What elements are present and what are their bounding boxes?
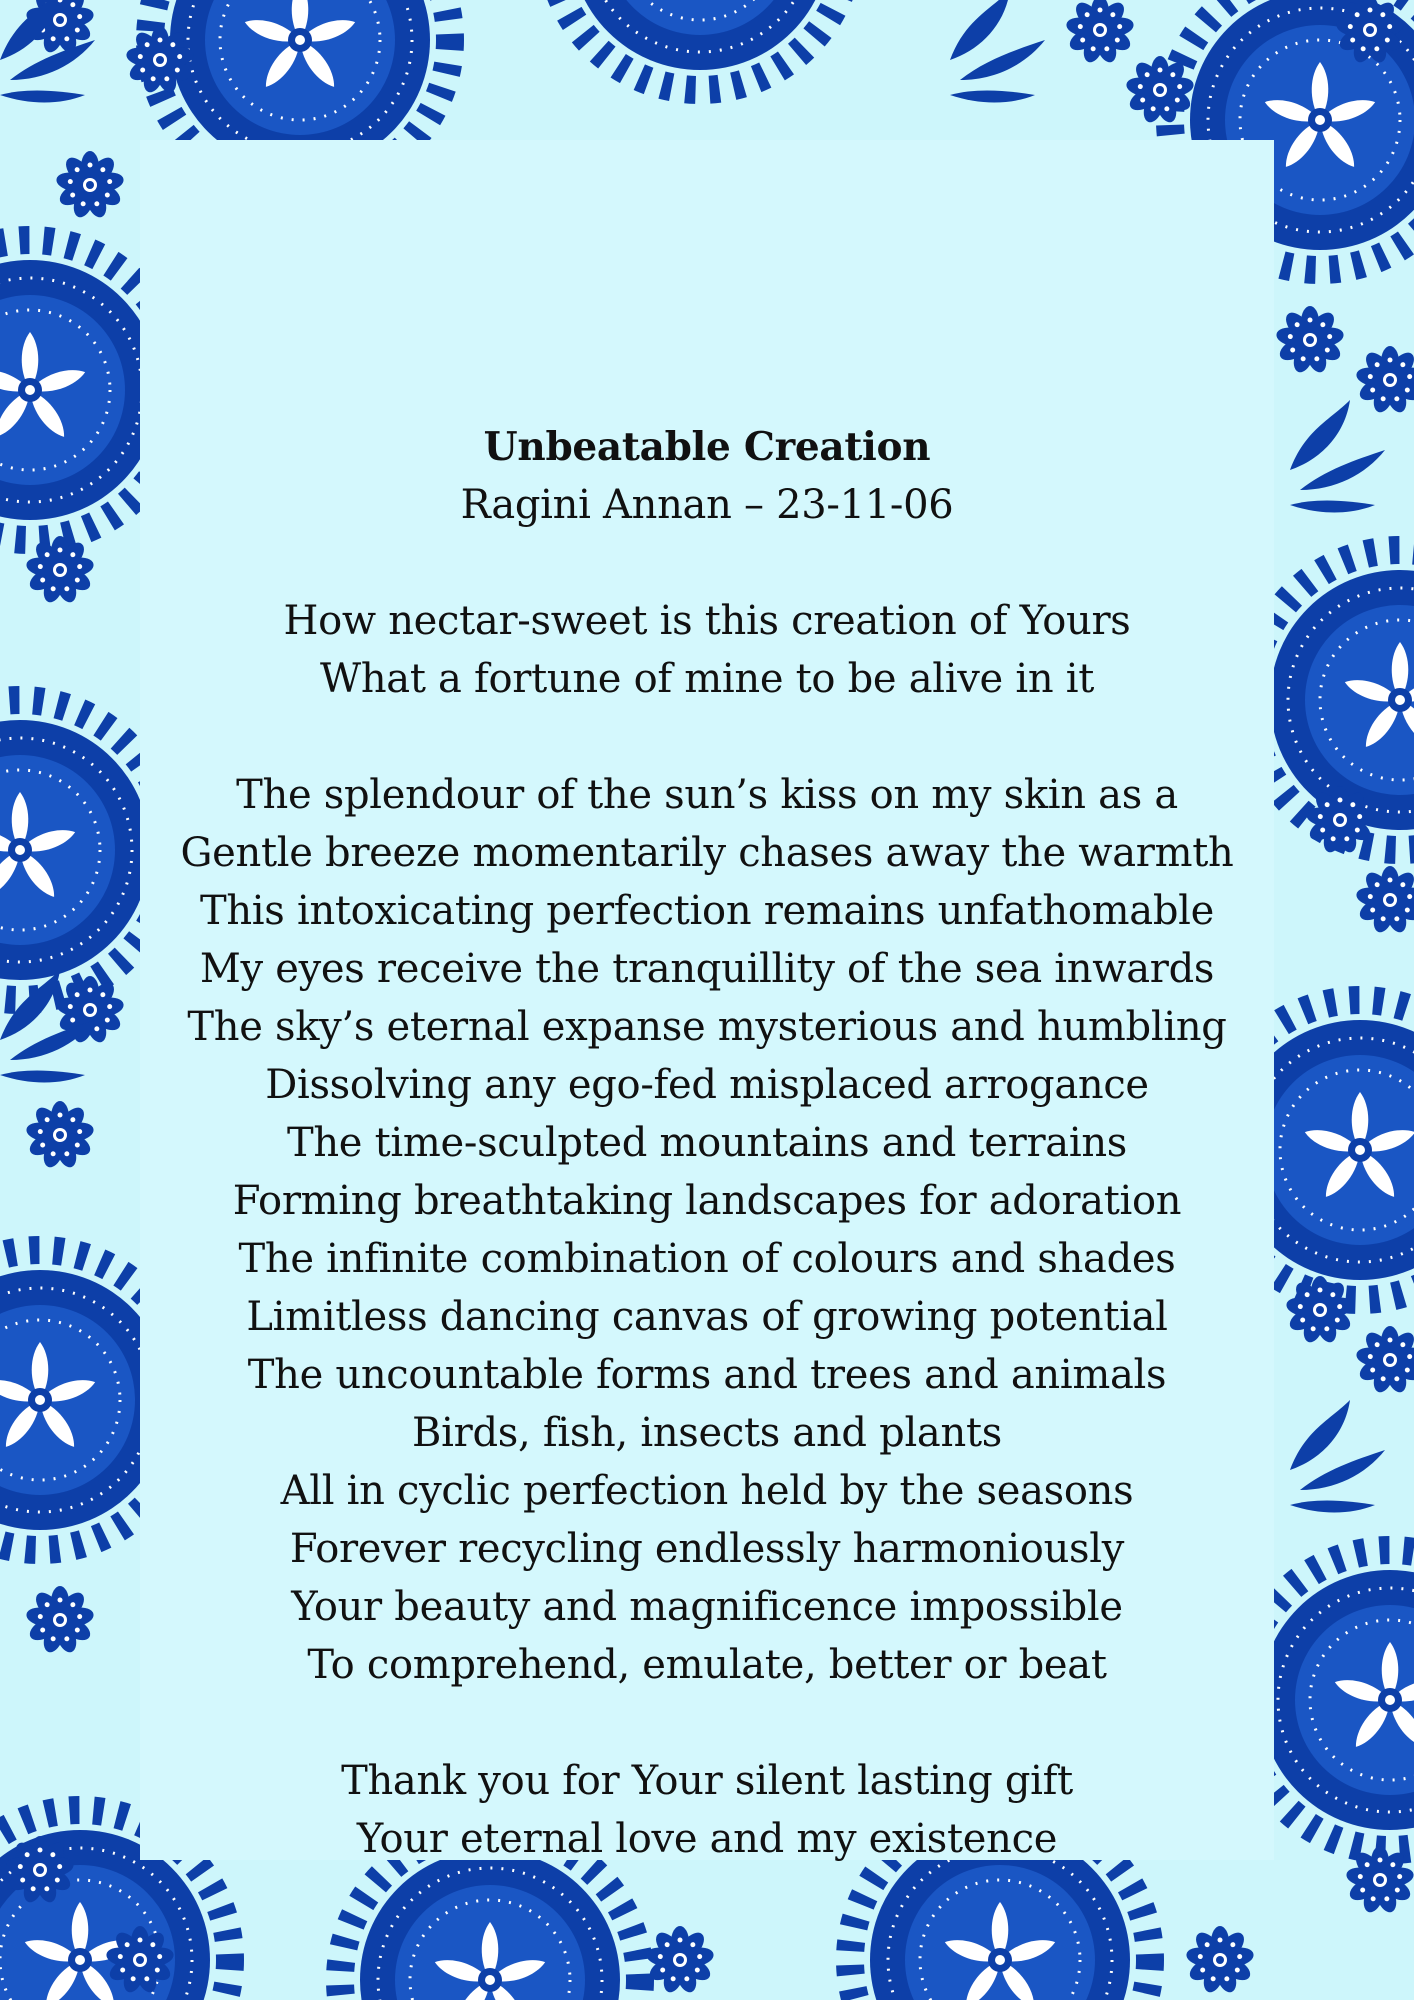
poem-line: The splendour of the sun’s kiss on my skin as a (236, 772, 1178, 818)
poem-line: How nectar-sweet is this creation of Yours (283, 598, 1131, 644)
poem-line: My eyes receive the tranquillity of the sea inwards (199, 946, 1215, 992)
poem-title: Unbeatable Creation (483, 424, 931, 470)
poem-line: Gentle breeze momentarily chases away the warmth (180, 830, 1234, 876)
poem-line: What a fortune of mine to be alive in it (320, 656, 1094, 702)
poem-line: Thank you for Your silent lasting gift (341, 1758, 1073, 1804)
poem-line: Limitless dancing canvas of growing potential (246, 1294, 1168, 1340)
poem-line: The sky’s eternal expanse mysterious and humbling (187, 1004, 1227, 1050)
poem (140, 418, 1274, 1868)
poem-line: This intoxicating perfection remains unfathomable (199, 888, 1215, 934)
poem-line: Birds, fish, insects and plants (412, 1410, 1002, 1456)
stanza-gap (140, 708, 1274, 766)
poem-line: The infinite combination of colours and shades (238, 1236, 1176, 1282)
poem-line: All in cyclic perfection held by the seasons (280, 1468, 1134, 1514)
poem-line: The time-sculpted mountains and terrains (286, 1120, 1128, 1166)
poem-line: Your eternal love and my existence (356, 1816, 1058, 1862)
poem-line: Your beauty and magnificence impossible (291, 1584, 1123, 1630)
stanza-gap (140, 1694, 1274, 1752)
poem-line: The uncountable forms and trees and animals (247, 1352, 1167, 1398)
poem-card (140, 140, 1274, 1860)
poem-byline: Ragini Annan – 23-11-06 (460, 482, 954, 528)
stanza-gap (140, 534, 1274, 592)
poem-line: Dissolving any ego-fed misplaced arrogance (265, 1062, 1149, 1108)
poem-line: Forever recycling endlessly harmoniously (289, 1526, 1125, 1572)
poem-line: To comprehend, emulate, better or beat (307, 1642, 1107, 1688)
poem-line: Forming breathtaking landscapes for adoration (232, 1178, 1182, 1224)
